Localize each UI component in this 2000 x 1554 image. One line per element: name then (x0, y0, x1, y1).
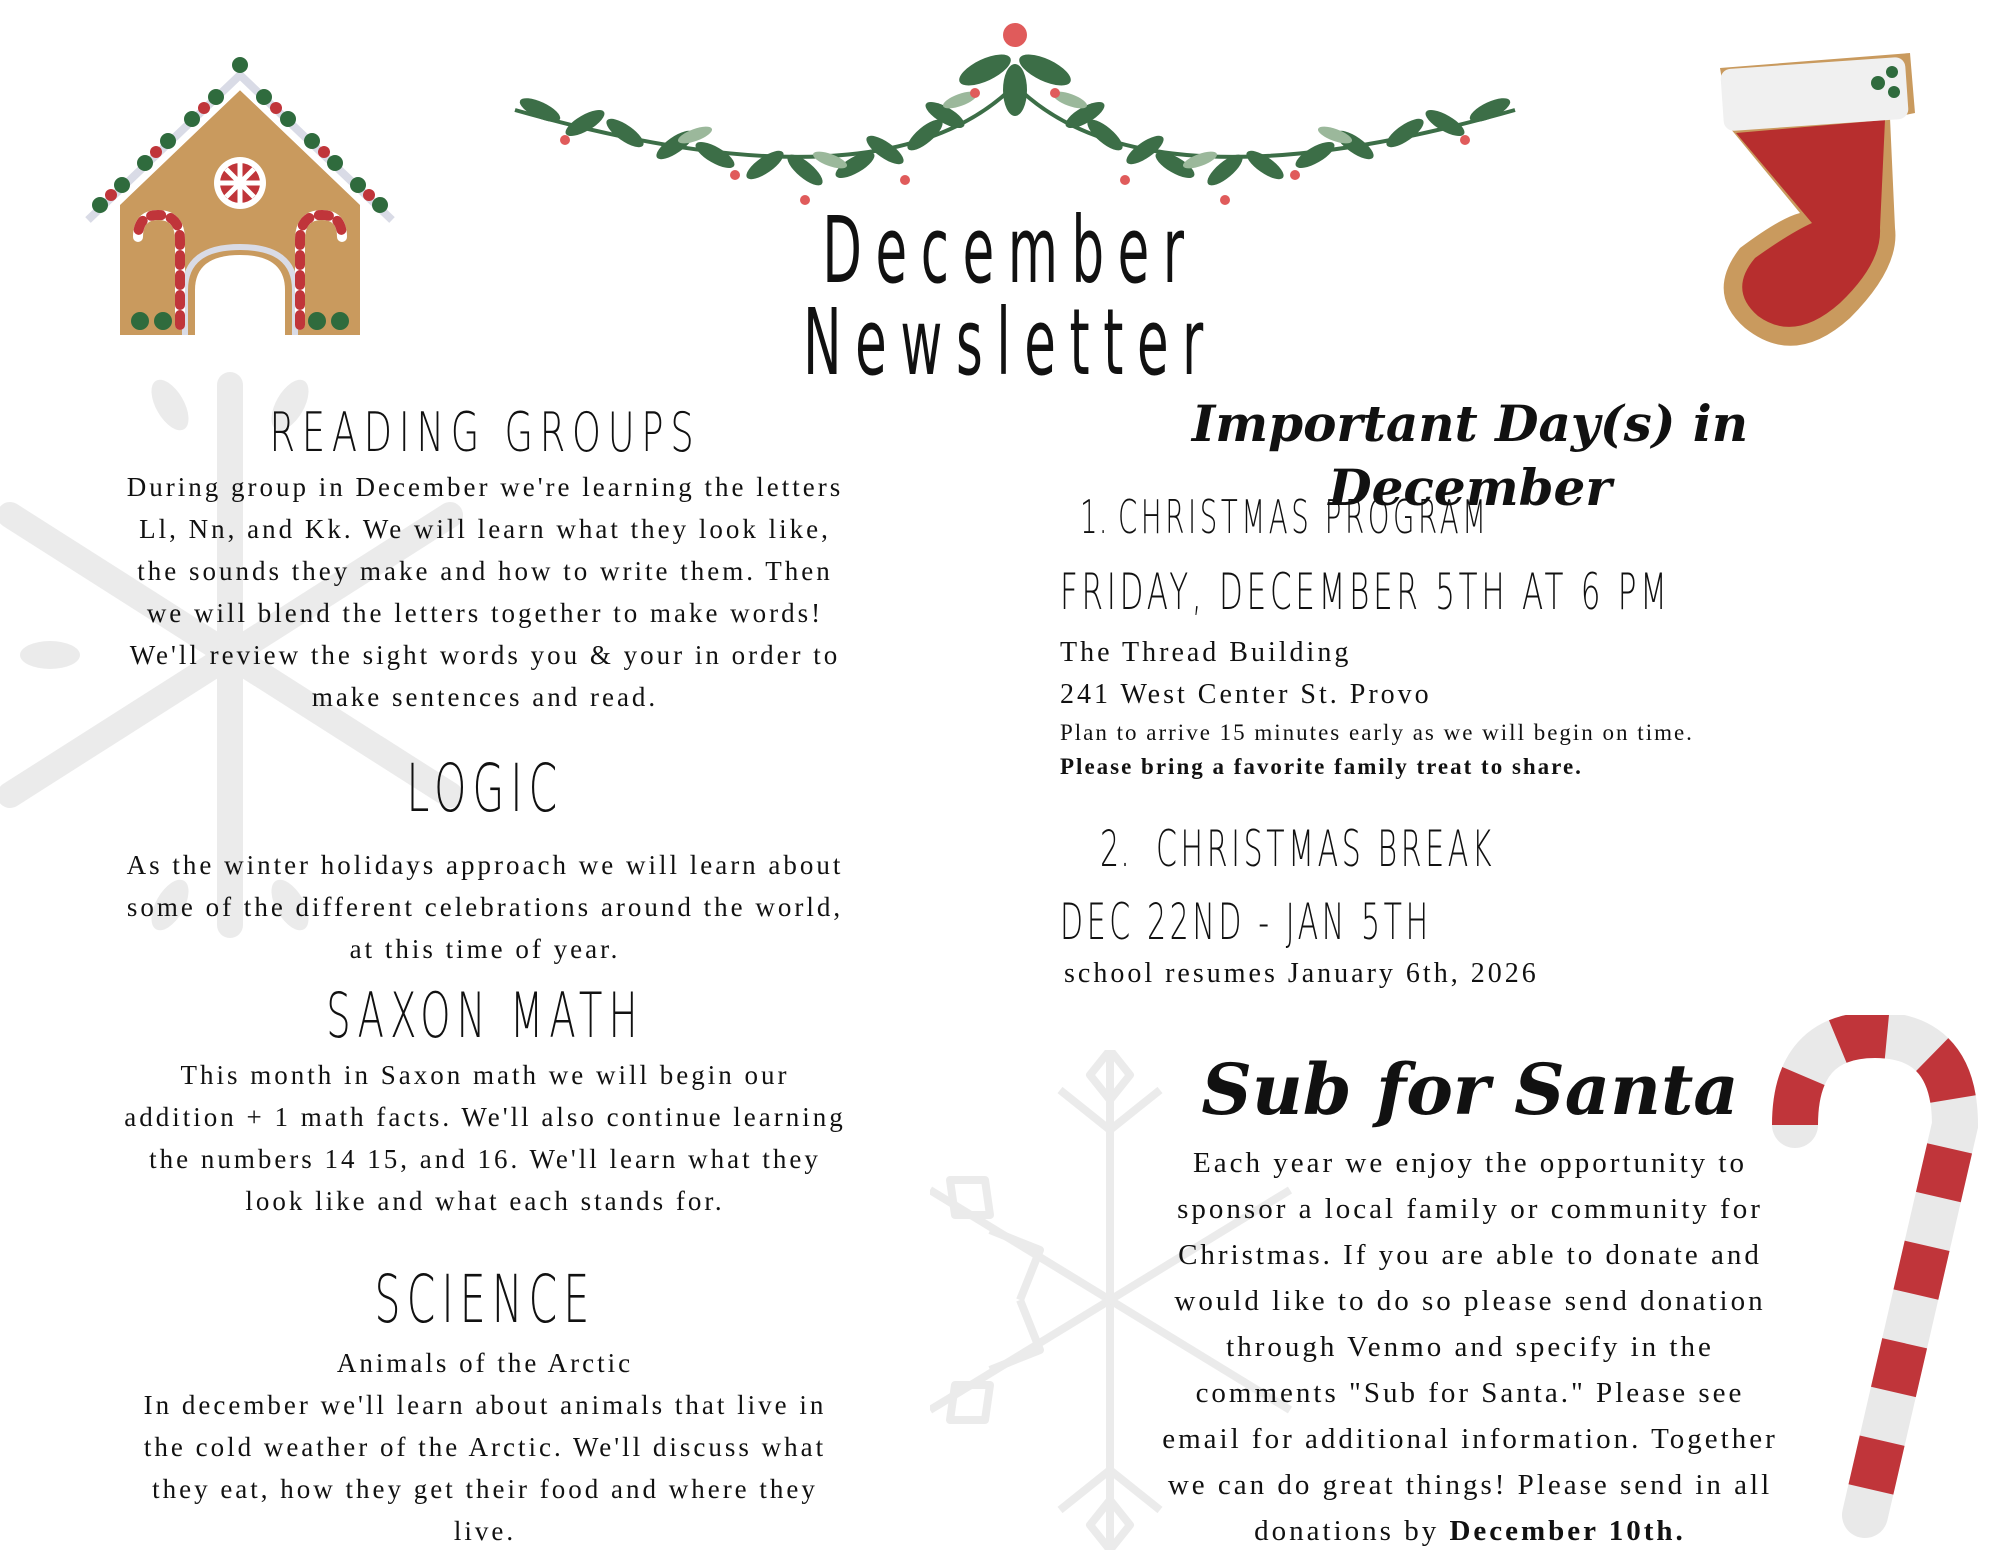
text-line: As the winter holidays approach we will learn about (126, 850, 844, 880)
text-line: live. (453, 1516, 517, 1546)
page-title: December Newsletter (803, 197, 1217, 396)
text-line: Each year we enjoy the opportunity to (1193, 1147, 1747, 1179)
saxon-math-section (20, 978, 950, 1222)
text-line: make sentences and read. (311, 682, 659, 712)
sub-for-santa-body (1040, 1140, 1900, 1554)
christmas-break-title: CHRISTMAS BREAK (1155, 820, 1495, 878)
school-resume-text: school resumes January 6th, 2026 (1064, 958, 1539, 989)
saxon-math-heading: SAXON MATH (326, 979, 644, 1052)
text-line: This month in Saxon math we will begin our (180, 1060, 790, 1090)
christmas-program-title: CHRISTMAS PROGRAM (1117, 490, 1490, 544)
text-line: We'll review the sight words you & your in order to (129, 640, 841, 670)
christmas-break-title-row (1060, 820, 1920, 890)
text-line (1040, 1508, 1900, 1554)
reading-groups-heading: READING GROUPS (269, 401, 701, 464)
deadline-date: December 10th. (1449, 1515, 1686, 1547)
garland-icon (505, 15, 1525, 225)
text-line: some of the different celebrations around the world, (126, 892, 844, 922)
logic-heading: LOGIC (406, 750, 564, 827)
reading-groups-body (20, 466, 950, 718)
reading-groups-section (20, 400, 950, 718)
text-line: Animals of the Arctic (336, 1348, 634, 1378)
sub-for-santa-heading: Sub for Santa (1201, 1048, 1739, 1131)
christmas-program-place: The Thread Building (1060, 637, 1352, 668)
christmas-program-title-row (1060, 490, 1920, 552)
text-line: comments "Sub for Santa." Please see (1195, 1377, 1745, 1409)
text-line: the sounds they make and how to write them. Then (137, 556, 833, 586)
saxon-math-body (20, 1054, 950, 1222)
christmas-break-item (1060, 820, 1920, 994)
text-line: at this time of year. (349, 934, 621, 964)
text-line: through Venmo and specify in the (1226, 1331, 1714, 1363)
christmas-break-dates: DEC 22ND - JAN 5TH (1060, 893, 1432, 951)
text-line: sponsor a local family or community for (1177, 1193, 1763, 1225)
text-line: they eat, how they get their food and where they (152, 1474, 818, 1504)
christmas-program-note: Plan to arrive 15 minutes early as we will begin on time. (1060, 720, 1694, 745)
logic-section (20, 748, 950, 970)
christmas-program-date: FRIDAY, DECEMBER 5TH AT 6 PM (1060, 563, 1671, 621)
science-section (20, 1258, 950, 1552)
text-line: look like and what each stands for. (245, 1186, 725, 1216)
text-line: addition + 1 math facts. We'll also continue learning (124, 1102, 846, 1132)
text-line: the cold weather of the Arctic. We'll discuss what (143, 1432, 827, 1462)
christmas-program-address: 241 West Center St. Provo (1060, 679, 1432, 710)
text-line: In december we'll learn about animals that live in (143, 1390, 827, 1420)
important-days-heading: Important Day(s) in December (1191, 394, 1749, 517)
logic-body (20, 844, 950, 970)
christmas-break-number: 2. (1100, 820, 1132, 878)
text-line: During group in December we're learning the letters (126, 472, 844, 502)
text-line: we can do great things! Please send in all (1167, 1469, 1773, 1501)
text-segment: donations by (1254, 1515, 1450, 1547)
christmas-program-number: 1. (1080, 490, 1109, 544)
science-heading: SCIENCE (374, 1261, 596, 1338)
christmas-program-item (1060, 490, 1920, 784)
text-line: Christmas. If you are able to donate and (1178, 1239, 1762, 1271)
stocking-icon (1700, 28, 1930, 358)
christmas-program-note-bold: Please bring a favorite family treat to share. (1060, 754, 1583, 779)
text-line: Ll, Nn, and Kk. We will learn what they look like, (139, 514, 831, 544)
text-line: would like to do so please send donation (1174, 1285, 1766, 1317)
text-line: the numbers 14 15, and 16. We'll learn what they (149, 1144, 821, 1174)
science-body (20, 1342, 950, 1552)
gingerbread-house-icon (80, 55, 400, 345)
text-line: email for additional information. Together (1162, 1423, 1778, 1455)
text-line: we will blend the letters together to make words! (146, 598, 824, 628)
